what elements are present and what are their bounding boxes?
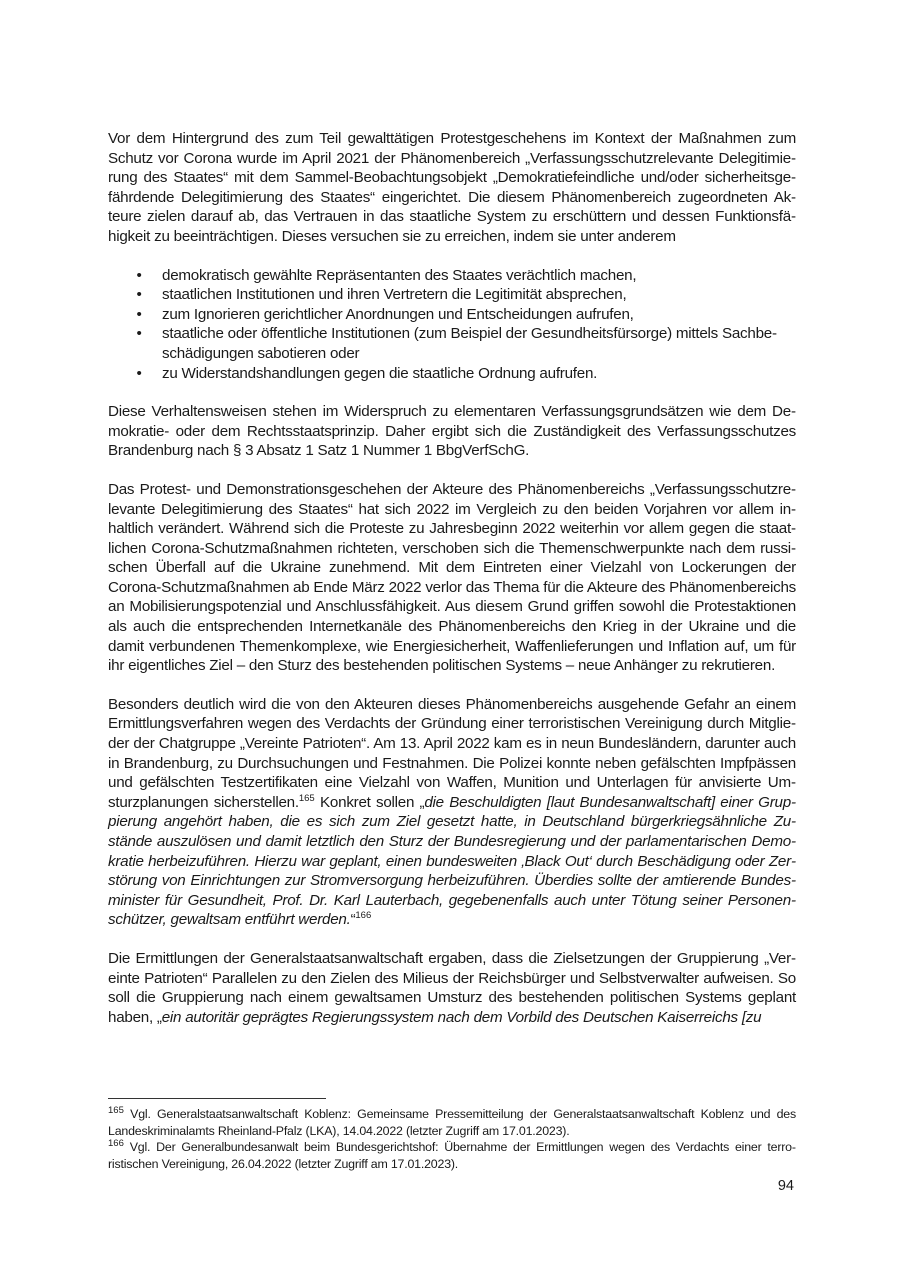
bullet-icon: • [136,305,142,323]
paragraph-constitutional-principles: Diese Verhaltensweisen stehen im Widerspruch zu elementaren Verfassungsgrundsätzen wie dem Demokratie- oder dem Rechtsstaatsprinzip. Daher ergibt sich die Zuständigkeit des Verfassungsschutzes Brandenburg nach § 3 Absatz 1 Satz 1 Nummer 1 BbgVerfSchG. [108,403,796,460]
footnote-165 [108,1106,796,1139]
footnote-divider [108,1098,326,1099]
paragraph-investigation-results [108,949,796,1027]
list-item [108,324,796,363]
list-item-text: zu Widerstandshandlungen gegen die staatliche Ordnung aufrufen. [162,364,598,382]
footnote-text: Vgl. Generalstaatsanwaltschaft Koblenz: Gemeinsame Pressemitteilung der Generalstaatsanwaltschaft Koblenz und des Landeskriminalamts Rheinland-Pfalz (LKA), 14.04.2022 (letzter Zugriff am 17.01.2023). [108,1107,796,1138]
footnotes [108,1106,796,1172]
footnote-number: 165 [108,1104,124,1116]
page-number: 94 [777,1178,794,1194]
bullet-icon: • [136,364,142,382]
paragraph-vereinte-patrioten [108,695,796,930]
quotation: die Beschuldigten [laut Bundesanwaltschaft] einer Gruppierung angehört haben, die es sich zum Ziel gesetzt hatte, in Deutschland bürgerkriegsähnliche Zustände auszulösen und damit letztlich den Sturz der Bundesregierung und der parlamentarischen Demokratie herbeizuführen. Hierzu war geplant, einen bundesweiten ‚Black Out‘ durch Beschädigung oder Zerstörung von Einrichtungen zur Stromversorgung herbeizuführen. Überdies sollte der amtierende Bundesminister für Gesundheit, Prof. Dr. Karl Lauterbach, gegebenenfalls auch unter Tötung seiner Personenschützer, gewaltsam entführt werden. [108,793,796,929]
bullet-icon: • [136,286,142,304]
quotation: ein autoritär geprägtes Regierungssystem nach dem Vorbild des Deutschen Kaiserreichs [zu [161,1008,762,1026]
paragraph-intro: Vor dem Hintergrund des zum Teil gewalttätigen Protestgeschehens im Kontext der Maßnahmen zum Schutz vor Corona wurde im April 2021 der Phänomenbereich „Verfassungsschutzrelevante Delegitimierung des Staates“ mit dem Sammel-Beobachtungsobjekt „Demokratiefeindliche und/oder sicherheitsgefährdende Delegitimierung des Staates“ eingerichtet. Die diesem Phänomenbereich zugeordneten Akteure zielen darauf ab, das Vertrauen in das staatliche System zu erschüttern und dessen Funktionsfähigkeit zu beeinträchtigen. Dieses versuchen sie zu erreichen, indem sie unter anderem [108,130,796,245]
paragraph-text: Besonders deutlich wird die von den Akteuren dieses Phänomenbereichs ausgehende Gefahr an einem Ermittlungsverfahren wegen des Verdachts der Gründung einer terroristischen Vereinigung durch Mitglieder der Chatgruppe „Vereinte Patrioten“. Am 13. April 2022 kam es in neun Bundesländern, darunter auch in Brandenburg, zu Durchsuchungen und Festnahmen. Die Polizei konnte neben gefälschten Impfpässen und gefälschten Testzertifikaten eine Vielzahl von Waffen, Munition und Unterlagen für anvisierte Umsturzplanungen sicherstellen. [108,695,796,811]
footnote-reference-166[interactable]: 166 [355,910,372,922]
footnote-reference-165[interactable]: 165 [298,792,315,804]
list-item-text: staatlichen Institutionen und ihren Vertretern die Legitimität absprechen, [162,286,627,304]
footnote-text: Vgl. Der Generalbundesanwalt beim Bundesgerichtshof: Übernahme der Ermittlungen wegen des Verdachts einer terroristischen Vereinigung, 26.04.2022 (letzter Zugriff am 17.01.2023). [108,1140,796,1171]
bullet-icon: • [136,266,142,284]
document-body [108,129,796,1046]
paragraph-protest-developments: Das Protest- und Demonstrationsgeschehen der Akteure des Phänomenbereichs „Verfassungsschutzrelevante Delegitimierung des Staates“ hat sich 2022 im Vergleich zu den beiden Vorjahren vor allem inhaltlich verändert. Während sich die Proteste zu Jahresbeginn 2022 weiterhin vor allem gegen die staatlichen Corona-Schutzmaßnahmen richteten, verschoben sich die Themenschwerpunkte nach dem russischen Überfall auf die Ukraine zunehmend. Mit dem Eintreten einer Vielzahl von Lockerungen der Corona-Schutzmaßnahmen ab Ende März 2022 verlor das Thema für die Akteure des Phänomenbereichs an Mobilisierungspotenzial und Anschlussfähigkeit. Aus diesem Grund griffen sowohl die Protestaktionen als auch die entsprechenden Internetkanäle des Phänomenbereichs den Krieg in der Ukraine und die damit verbundenen Themenkomplexe, wie Energiesicherheit, Waffenlieferungen und Inflation auf, um für ihr eigentliches Ziel – den Sturz des bestehenden politischen Systems – neue Anhänger zu rekrutieren. [108,480,796,675]
list-item [108,305,796,325]
closing-quote: “ [350,911,356,929]
list-item [108,285,796,305]
footnote-166 [108,1139,796,1172]
list-item [108,266,796,286]
footnote-number: 166 [108,1138,124,1150]
paragraph-text: Konkret sollen „ [314,793,425,811]
list-item-text: demokratisch gewählte Repräsentanten des Staates verächtlich machen, [162,266,637,284]
bullet-list [108,266,796,384]
list-item [108,364,796,384]
list-item-text: zum Ignorieren gerichtlicher Anordnungen und Entscheidungen aufrufen, [162,305,634,323]
list-item-text: staatliche oder öffentliche Institutionen (zum Beispiel der Gesundheitsfürsorge) mittels Sachbeschädigungen sabotieren oder [162,325,778,362]
paragraph-text: Die Ermittlungen der Generalstaatsanwaltschaft ergaben, dass die Zielsetzungen der Gruppierung „Vereinte Patrioten“ Parallelen zu den Zielen des Milieus der Reichsbürger und Selbstverwalter aufweisen. So soll die Gruppierung nach einem gewaltsamen Umsturz des bestehenden politischen Systems geplant haben, „ [108,949,796,1026]
bullet-icon: • [136,325,142,343]
